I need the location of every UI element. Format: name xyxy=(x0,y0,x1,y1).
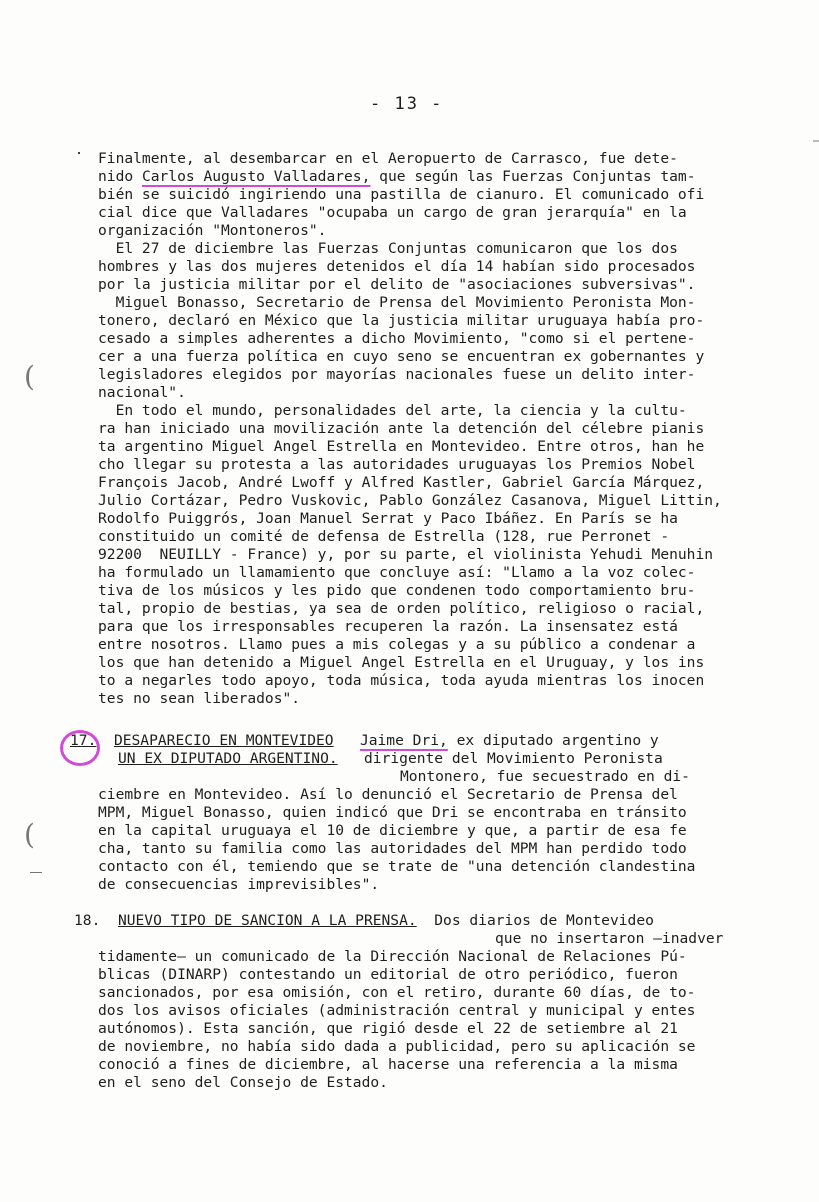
text-line xyxy=(98,1020,678,1038)
text-segment: tonero, declaró en México que la justicia militar uruguaya había pro- xyxy=(98,312,705,329)
text-segment: que según las Fuerzas Conjuntas tam- xyxy=(370,168,696,185)
text-line xyxy=(400,768,690,786)
text-line xyxy=(74,912,654,930)
text-segment: entre nosotros. Llamo pues a mis colegas y a su público a condenar a xyxy=(98,636,696,653)
text-line xyxy=(98,312,704,330)
text-line xyxy=(98,420,704,438)
text-line xyxy=(98,204,687,222)
underlined-text: 17. xyxy=(70,732,97,749)
text-segment: de noviembre, no había sido dada a publicidad, pero su aplicación se xyxy=(98,1038,696,1055)
text-line xyxy=(98,636,695,654)
text-segment: que no insertaron —inadver xyxy=(495,930,724,947)
text-line xyxy=(98,150,678,168)
text-line xyxy=(98,672,704,690)
text-segment: Montonero, fue secuestrado en di- xyxy=(400,768,690,785)
text-line xyxy=(98,840,687,858)
text-segment: ciembre en Montevideo. Así lo denunció el Secretario de Prensa del xyxy=(98,786,678,803)
text-segment: dos los avisos oficiales (administración central y municipal y entes xyxy=(98,1002,696,1019)
text-segment: ha formulado un llamamiento que concluye así: "Llamo a la voz colec- xyxy=(98,564,696,581)
text-line xyxy=(98,564,695,582)
text-segment: sancionados, por esa omisión, con el retiro, durante 60 días, de to- xyxy=(98,984,696,1001)
text-segment: El 27 de diciembre las Fuerzas Conjuntas comunicaron que los dos xyxy=(98,240,678,257)
text-segment: En todo el mundo, personalidades del arte, la ciencia y la cultu- xyxy=(98,402,687,419)
underlined-text: UN EX DIPUTADO ARGENTINO. xyxy=(118,750,338,767)
text-line xyxy=(98,456,695,474)
text-segment: nido xyxy=(98,168,142,185)
text-line xyxy=(98,222,326,240)
text-line xyxy=(98,168,695,186)
text-line xyxy=(98,384,186,402)
text-segment: to a negarles todo apoyo, toda música, toda ayuda mientras los inocen xyxy=(98,672,705,689)
text-line xyxy=(98,804,687,822)
margin-bracket-mark: ( xyxy=(24,818,35,851)
text-line xyxy=(98,186,704,204)
text-line xyxy=(98,858,695,876)
text-segment: 92200 NEUILLY - France) y, por su parte, el violinista Yehudi Menuhin xyxy=(98,546,714,563)
stray-dash xyxy=(30,872,42,873)
edge-mark xyxy=(813,140,819,142)
text-line xyxy=(98,582,695,600)
text-segment: los que han detenido a Miguel Angel Estrella en el Uruguay, y los ins xyxy=(98,654,705,671)
highlighted-text: Jaime Dri, xyxy=(359,732,448,749)
text-segment: dirigente del Movimiento Peronista xyxy=(337,750,663,767)
text-line xyxy=(118,750,663,768)
text-segment: contacto con él, temiendo que se trate de "una detención clandestina xyxy=(98,858,696,875)
text-line xyxy=(98,402,687,420)
text-segment: Rodolfo Puiggrós, Joan Manuel Serrat y Paco Ibáñez. En París se ha xyxy=(98,510,678,527)
text-segment: MPM, Miguel Bonasso, quien indicó que Dri se encontraba en tránsito xyxy=(98,804,687,821)
text-segment: para que los irresponsables recuperen la razón. La insensatez está xyxy=(98,618,678,635)
underlined-text: DESAPARECIO EN MONTEVIDEO xyxy=(113,732,334,749)
text-segment: tal, propio de bestias, ya sea de orden político, religioso o racial, xyxy=(98,600,705,617)
text-line xyxy=(98,276,695,294)
text-segment: en la capital uruguaya el 10 de diciembre y que, a partir de esa fe xyxy=(98,822,687,839)
text-line xyxy=(98,438,704,456)
text-line xyxy=(495,930,723,948)
text-line xyxy=(98,690,300,708)
text-segment xyxy=(334,732,360,749)
text-line xyxy=(98,618,678,636)
text-line xyxy=(98,474,704,492)
text-line xyxy=(70,732,659,750)
page-number: - 13 - xyxy=(370,94,444,114)
text-segment: Julio Cortázar, Pedro Vuskovic, Pablo González Casanova, Miguel Littin, xyxy=(98,492,722,509)
text-segment: legisladores elegidos por mayorías nacionales fuese un delito inter- xyxy=(98,366,696,383)
text-line xyxy=(98,654,704,672)
text-line xyxy=(98,876,379,894)
text-segment xyxy=(96,732,114,749)
text-line xyxy=(98,528,669,546)
stray-dot xyxy=(78,152,80,154)
text-line xyxy=(98,546,713,564)
text-segment: Miguel Bonasso, Secretario de Prensa del Movimiento Peronista Mon- xyxy=(98,294,696,311)
text-segment: bién se suicidó ingiriendo una pastilla de cianuro. El comunicado ofi xyxy=(98,186,705,203)
text-segment: tiva de los músicos y les pido que condenen todo comportamiento bru- xyxy=(98,582,696,599)
text-line xyxy=(98,948,687,966)
text-segment: ra han iniciado una movilización ante la detención del célebre pianis xyxy=(98,420,705,437)
text-segment: conoció a fines de diciembre, al hacerse una referencia a la misma xyxy=(98,1056,678,1073)
text-line xyxy=(98,510,678,528)
text-segment: autónomos). Esta sanción, que rigió desde el 22 de setiembre al 21 xyxy=(98,1020,678,1037)
text-segment: 18. xyxy=(74,912,118,929)
text-segment: Finalmente, al desembarcar en el Aeropuerto de Carrasco, fue dete- xyxy=(98,150,678,167)
text-segment: hombres y las dos mujeres detenidos el día 14 habían sido procesados xyxy=(98,258,696,275)
text-segment: en el seno del Consejo de Estado. xyxy=(98,1074,388,1091)
text-segment: cho llegar su protesta a las autoridades uruguayas los Premios Nobel xyxy=(98,456,696,473)
text-line xyxy=(98,366,695,384)
text-line xyxy=(98,786,678,804)
text-segment: François Jacob, André Lwoff y Alfred Kastler, Gabriel García Márquez, xyxy=(98,474,705,491)
text-segment: cesado a simples adherentes a dicho Movimiento, "como si el pertene- xyxy=(98,330,696,347)
text-segment: de consecuencias imprevisibles". xyxy=(98,876,380,893)
text-segment: organización "Montoneros". xyxy=(98,222,327,239)
text-line xyxy=(98,492,722,510)
text-segment: constituido un comité de defensa de Estrella (128, rue Perronet - xyxy=(98,528,670,545)
text-line xyxy=(98,258,695,276)
underlined-text: NUEVO TIPO DE SANCION A LA PRENSA. xyxy=(117,912,417,929)
text-line xyxy=(98,330,695,348)
text-segment: cer a una fuerza política en cuyo seno se encuentran ex gobernantes y xyxy=(98,348,705,365)
margin-bracket-mark: ( xyxy=(24,360,35,393)
text-segment: por la justicia militar por el delito de "asociaciones subversivas". xyxy=(98,276,696,293)
text-segment: Dos diarios de Montevideo xyxy=(416,912,654,929)
text-segment: cial dice que Valladares "ocupaba un cargo de gran jerarquía" en la xyxy=(98,204,687,221)
text-segment: tes no sean liberados". xyxy=(98,690,301,707)
text-line xyxy=(98,1038,695,1056)
text-line xyxy=(98,600,704,618)
text-line xyxy=(98,348,704,366)
text-line xyxy=(98,240,678,258)
text-line xyxy=(98,1002,695,1020)
text-line xyxy=(98,1056,678,1074)
highlighted-text: Carlos Augusto Valladares, xyxy=(141,168,371,185)
text-segment: blicas (DINARP) contestando un editorial de otro periódico, fueron xyxy=(98,966,678,983)
text-segment: nacional". xyxy=(98,384,186,401)
text-segment: tidamente— un comunicado de la Dirección Nacional de Relaciones Pú- xyxy=(98,948,687,965)
text-segment: ta argentino Miguel Angel Estrella en Montevideo. Entre otros, han he xyxy=(98,438,705,455)
text-line xyxy=(98,1074,388,1092)
text-segment: cha, tanto su familia como las autoridades del MPM han perdido todo xyxy=(98,840,687,857)
text-line xyxy=(98,822,687,840)
text-line xyxy=(98,294,695,312)
text-line xyxy=(98,966,678,984)
text-line xyxy=(98,984,695,1002)
text-segment: ex diputado argentino y xyxy=(447,732,659,749)
